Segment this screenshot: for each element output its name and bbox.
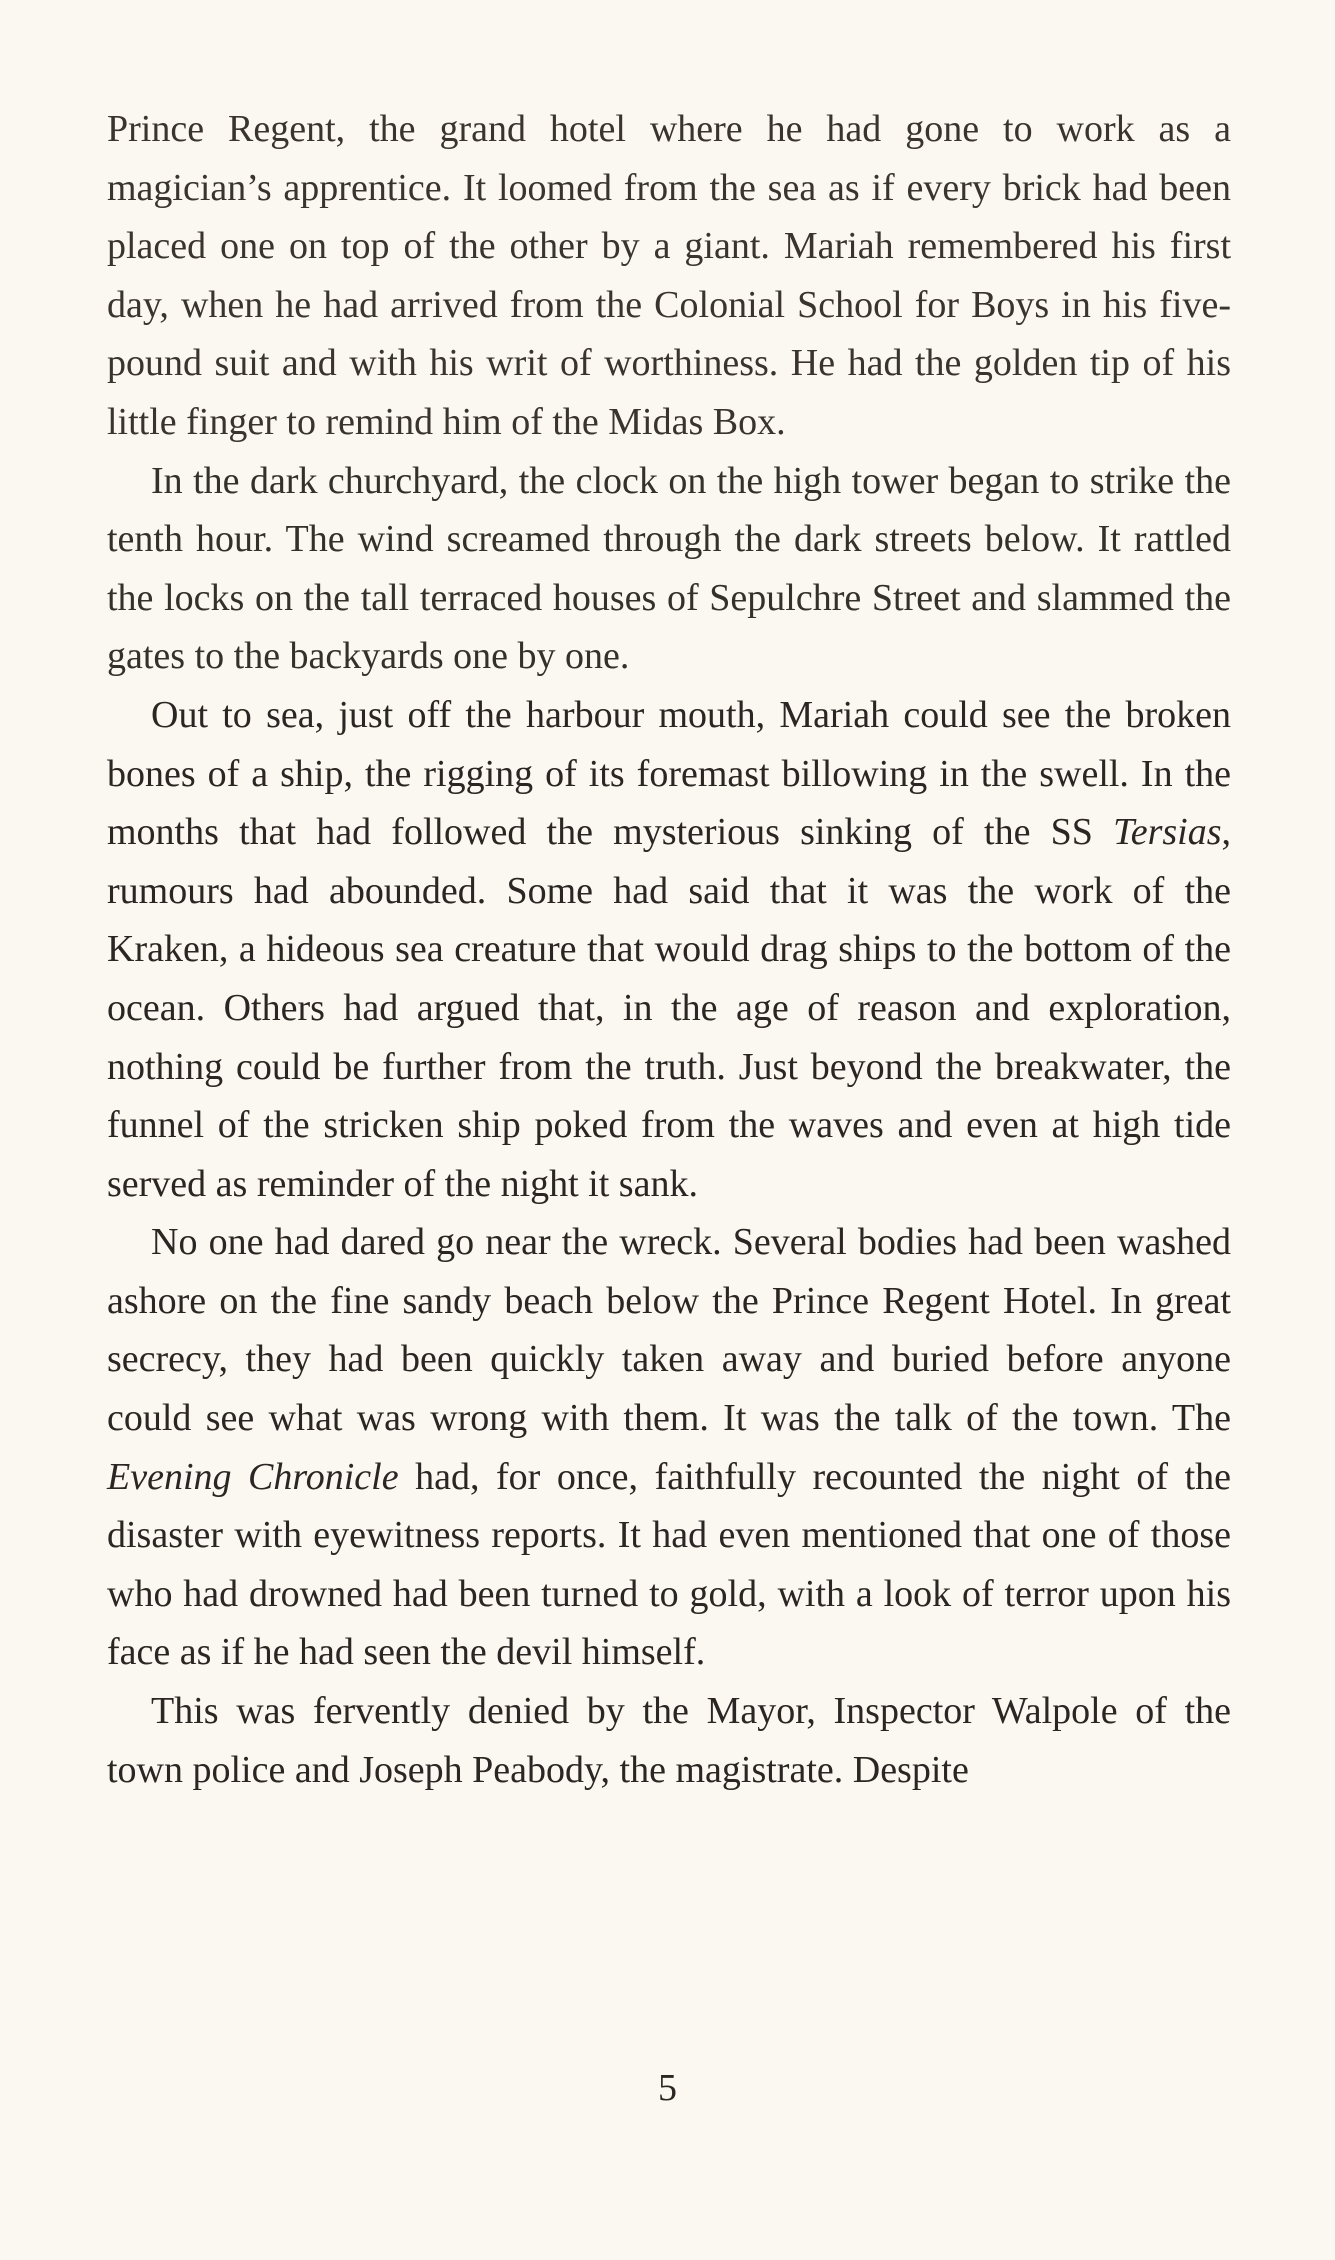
paragraph-1	[107, 100, 1231, 452]
newspaper-name: Evening Chronicle	[107, 1455, 399, 1498]
body-text	[107, 100, 1231, 1799]
paragraph-2	[107, 452, 1231, 686]
paragraph-4-text-a: No one had dared go near the wreck. Several bodies had been washed ashore on the fine sandy beach below the Prince Regent Hotel. In great secrecy, they had been quickly taken away and buried before anyone could see what was wrong with them. It was the talk of the town. The	[107, 1221, 1231, 1440]
paragraph-3-text-b: , rumours had abounded. Some had said that it was the work of the Kraken, a hideous sea creature that would drag ships to the bottom of the ocean. Others had argued that, in the age of reason and exploration, nothing could be further from the truth. Just beyond the breakwater, the funnel of the stricken ship poked from the waves and even at high tide served as reminder of the night it sank.	[107, 811, 1231, 1205]
paragraph-5	[107, 1682, 1231, 1799]
paragraph-1-text: Prince Regent, the grand hotel where he had gone to work as a magician’s apprentice. It loomed from the sea as if every brick had been placed one on top of the other by a giant. Mariah remembered his first day, when he had arrived from the Colonial School for Boys in his five-pound suit and with his writ of worthiness. He had the golden tip of his little finger to remind him of the Midas Box.	[107, 108, 1231, 443]
ship-name: Tersias	[1113, 811, 1222, 854]
paragraph-3-text-a: Out to sea, just off the harbour mouth, Mariah could see the broken bones of a ship, the rigging of its foremast billowing in the swell. In the months that had followed the mysterious sinking of the SS	[107, 693, 1231, 854]
paragraph-5-text: This was fervently denied by the Mayor, Inspector Walpole of the town police and Joseph Peabody, the magistrate. Despite	[107, 1690, 1231, 1791]
paragraph-2-text: In the dark churchyard, the clock on the high tower began to strike the tenth hour. The wind screamed through the dark streets below. It rattled the locks on the tall terraced houses of Sepulchre Street and slammed the gates to the backyards one by one.	[107, 459, 1231, 678]
paragraph-3	[107, 686, 1231, 1213]
paragraph-4-text-b: had, for once, faithfully recounted the night of the disaster with eyewitness reports. It had even mentioned that one of those who had drowned had been turned to gold, with a look of terror upon his face as if he had seen the devil himself.	[107, 1455, 1231, 1674]
paragraph-4	[107, 1213, 1231, 1682]
page-number: 5	[658, 2067, 677, 2109]
